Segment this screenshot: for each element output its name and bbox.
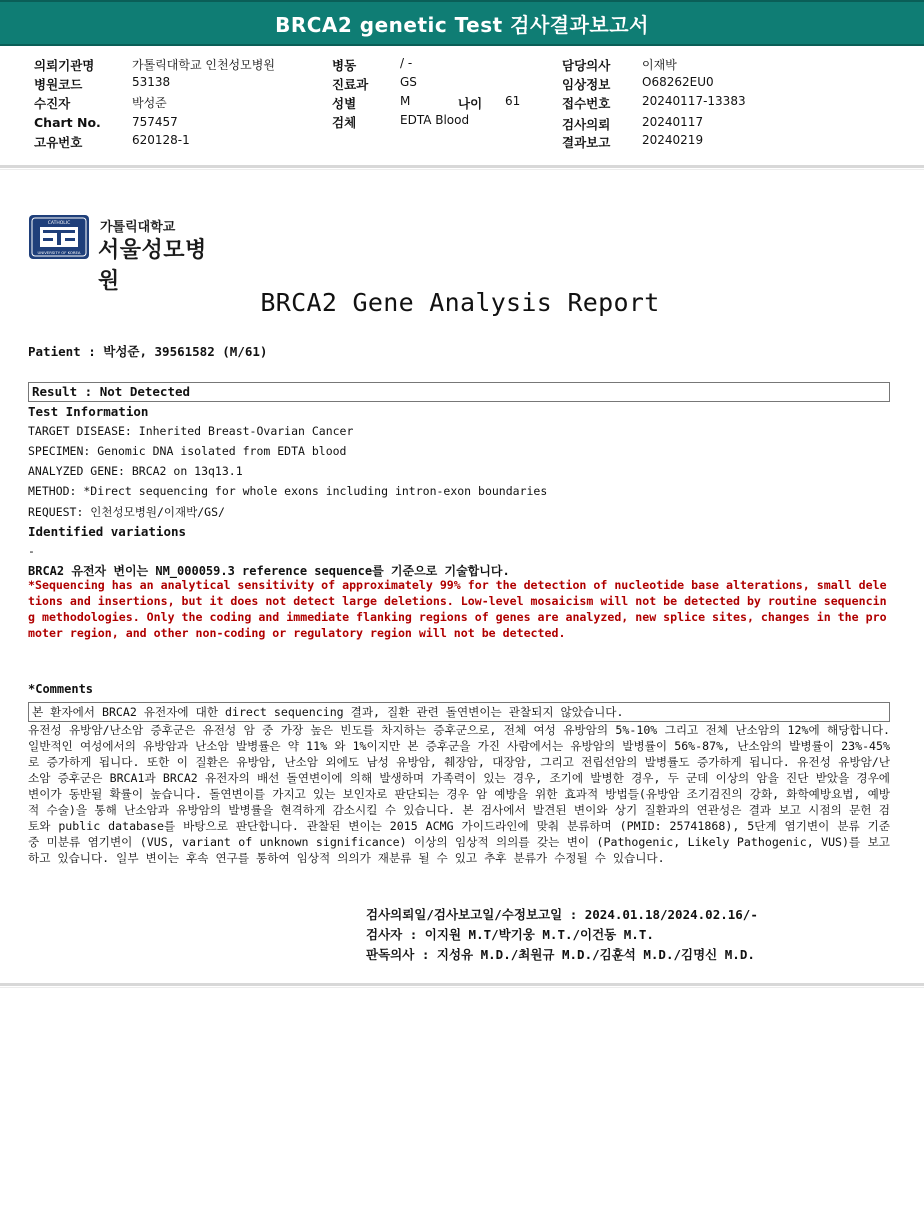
test-info-heading: Test Information xyxy=(28,404,149,419)
sensitivity-disclaimer: *Sequencing has an analytical sensitivity of approximately 99% for the detection of nucleotide base alterations, small deletions and insertions, but it does not detect large deletions. Low-level mosaicism will not be detected by routine sequencing methodologies. Only the coding and immediate flanking regions of genes are analyzed, new splice sites, changes in the promoter region, and other non-coding or regulatory region will not be detected. xyxy=(28,578,887,640)
emblem-top-text: CATHOLIC xyxy=(47,221,71,226)
emblem-bottom-text: UNIVERSITY OF KOREA xyxy=(37,250,81,255)
chart-number-label: Chart No. xyxy=(34,115,101,130)
patient-line: Patient : 박성준, 39561582 (M/61) xyxy=(28,344,268,359)
report-header-title: BRCA2 genetic Test 검사결과보고서 xyxy=(275,12,649,37)
test-request-date-label: 검사의뢰 xyxy=(562,117,611,132)
reference-sequence-note: BRCA2 유전자 변이는 NM_000059.3 reference sequence를 기준으로 기술합니다. xyxy=(28,564,510,578)
specimen-value: EDTA Blood xyxy=(400,113,470,127)
bottom-divider xyxy=(0,983,924,986)
specimen-line: SPECIMEN: Genomic DNA isolated from EDTA blood xyxy=(28,444,347,458)
patient-name-label: 수진자 xyxy=(34,96,71,111)
top-divider xyxy=(0,165,924,168)
bottom-divider-thin xyxy=(0,987,924,988)
sex-value: M xyxy=(400,94,411,108)
unique-id-value: 620128-1 xyxy=(132,133,190,147)
pathologists-line: 판독의사 : 지성유 M.D./최원규 M.D./김훈석 M.D./김명신 M.D. xyxy=(366,947,755,962)
analyzed-gene-line: ANALYZED GENE: BRCA2 on 13q13.1 xyxy=(28,464,243,478)
target-disease-line: TARGET DISEASE: Inherited Breast-Ovarian Cancer xyxy=(28,424,354,438)
attending-physician-value: 이재박 xyxy=(642,58,677,72)
identified-variations-heading: Identified variations xyxy=(28,524,187,539)
logo-hospital-name: 서울성모병원 xyxy=(98,238,207,294)
hospital-emblem-icon xyxy=(28,214,90,260)
age-label: 나이 xyxy=(458,96,483,111)
accession-number-label: 접수번호 xyxy=(562,96,611,111)
specimen-label: 검체 xyxy=(332,115,357,130)
test-request-date-value: 20240117 xyxy=(642,115,704,129)
department-value: GS xyxy=(400,75,417,89)
result-box: Result : Not Detected xyxy=(28,382,890,402)
requesting-institution-label: 의뢰기관명 xyxy=(34,58,95,73)
patient-info-grid xyxy=(0,52,924,152)
clinical-info-value: O68262EU0 xyxy=(642,75,714,89)
top-divider-thin xyxy=(0,169,924,170)
report-title-bar xyxy=(0,0,924,46)
ward-value: / - xyxy=(400,56,413,70)
result-report-date-value: 20240219 xyxy=(642,133,704,147)
clinical-info-label: 임상정보 xyxy=(562,77,611,92)
report-dates-line: 검사의뢰일/검사보고일/수정보고일 : 2024.01.18/2024.02.16/- xyxy=(366,907,758,922)
hospital-logo xyxy=(28,214,228,294)
chart-number-value: 757457 xyxy=(132,115,178,129)
patient-name-value: 박성준 xyxy=(132,96,167,110)
hospital-code-label: 병원코드 xyxy=(34,77,83,92)
method-line: METHOD: *Direct sequencing for whole exons including intron-exon boundaries xyxy=(28,484,548,498)
identified-variations-value: - xyxy=(28,544,35,558)
result-report-date-label: 결과보고 xyxy=(562,135,611,150)
requesting-institution-value: 가톨릭대학교 인천성모병원 xyxy=(132,58,275,72)
comments-heading: *Comments xyxy=(28,682,94,696)
unique-id-label: 고유번호 xyxy=(34,135,83,150)
hospital-code-value: 53138 xyxy=(132,75,171,89)
attending-physician-label: 담당의사 xyxy=(562,58,611,73)
report-title: BRCA2 Gene Analysis Report xyxy=(260,288,660,317)
age-value: 61 xyxy=(505,94,521,108)
technologists-line: 검사자 : 이지원 M.T/박기웅 M.T./이건동 M.T. xyxy=(366,927,654,942)
request-line: REQUEST: 인천성모병원/이재박/GS/ xyxy=(28,505,225,519)
accession-number-value: 20240117-13383 xyxy=(642,94,746,108)
ward-label: 병동 xyxy=(332,58,357,73)
sex-label: 성별 xyxy=(332,96,357,111)
comment-body: 유전성 유방암/난소암 증후군은 유전성 암 중 가장 높은 빈도를 차지하는 증후군으로, 전체 여성 유방암의 5%-10% 그리고 전체 난소암의 12%에 해당합니다. 일반적인 여성에서의 유방암과 난소암 발병률은 약 11% 와 1%이지만 본 증후군을 가진 사람에서는 유방암의 발병률이 56%-87%, 난소암의 발병률이 23%-45%로 증가하게 됩니다. 또한 이 질환은 유방암, 난소암 외에도 남성 유방암, 췌장암, 대장암, 그리고 전립선암의 발병률도 증가하게 됩니다. 유전성 유방암/난소암 증후군은 BRCA1과 BRCA2 유전자의 배선 돌연변이에 의해 발생하며 가족력이 있는 경우, 조기에 발병한 경우, 두 군데 이상의 암을 진단 받았을 경우에 변이가 동반될 확률이 높습니다. 돌연변이를 가지고 있는 보인자로 판단되는 경우 암 예방을 위한 효과적 방법들(유방암 조기검진의 강화, 화학예방요법, 예방적 수술)을 통해 난소암과 유방암의 발병률을 현격하게 감소시킬 수 있습니다. 본 검사에서 발견된 변이와 상기 질환과의 연관성은 결과 보고 시점의 문헌 검토와 public database를 바탕으로 판단합니다. 관찰된 변이는 2015 ACMG 가이드라인에 맞춰 분류하며 (PMID: 25741868), 5단계 염기변이 분류 기준 중 미분류 염기변이 (VUS, variant of unknown significance) 이상의 임상적 의의를 갖는 변이 (Pathogenic, Likely Pathogenic, VUS)를 보고하고 있습니다. 일부 변이는 후속 연구를 통하여 임상적 의의가 재분류 될 수 있고 추후 분류가 수정될 수 있습니다. xyxy=(28,723,890,865)
logo-subtitle: 가톨릭대학교 xyxy=(100,220,176,235)
department-label: 진료과 xyxy=(332,77,369,92)
comment-summary-box: 본 환자에서 BRCA2 유전자에 대한 direct sequencing 결과, 질환 관련 돌연변이는 관찰되지 않았습니다. xyxy=(28,702,890,722)
